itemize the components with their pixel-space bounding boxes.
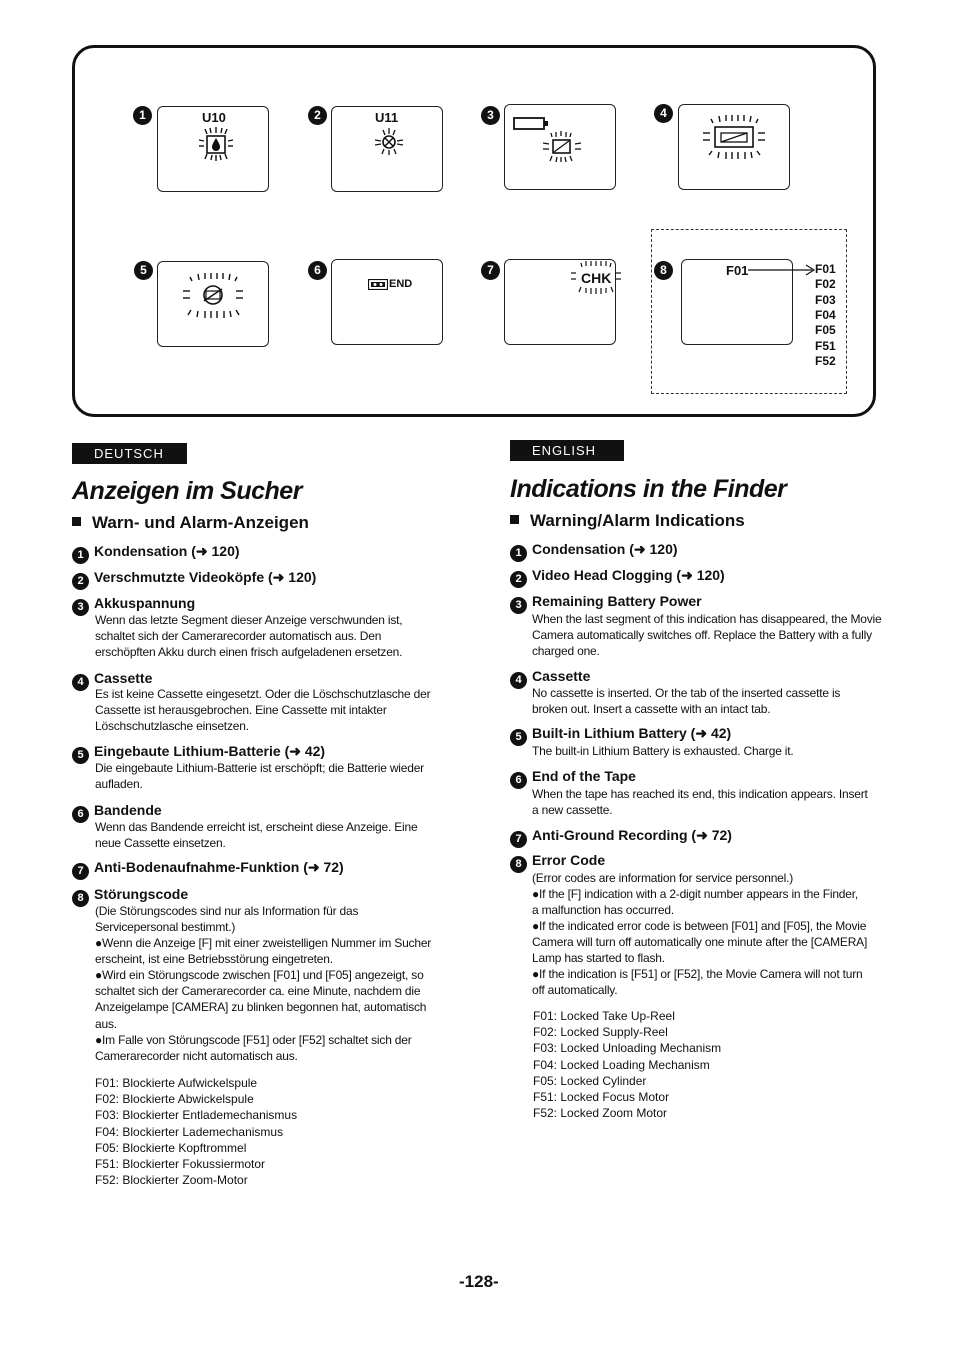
de-item-7-heading: 7 Anti-Bodenaufnahme-Funktion (➜ 72): [72, 859, 344, 880]
de-item-4-body: Es ist keine Cassette eingesetzt. Oder die Löschschutzlasche der Cassette ist herausgebrochen. Eine Cassette mit intakter Löschschutzlasche einsetzen.: [95, 687, 431, 734]
en-item-5-body: The built-in Lithium Battery is exhausted. Charge it.: [532, 744, 794, 758]
finder-display-5: [157, 261, 269, 347]
english-title: Indications in the Finder: [510, 475, 787, 503]
finder-display-3: [504, 104, 616, 190]
error-code-f03: F03: [815, 292, 836, 307]
finder-label-chk: CHK: [581, 270, 612, 286]
de-bullet-2: ●Wird ein Störungscode zwischen [F01] und [F05] angezeigt, so schaltet sich der Camerarecorder ca. eine Minute, nachdem die Anzeigelampe [CAMERA] zu blinken begonnen hat, automatisch aus.: [95, 968, 427, 1031]
panel-number-6: 6: [308, 261, 327, 280]
de-item-5-body: Die eingebaute Lithium-Batterie ist erschöpft; die Batterie wieder aufladen.: [95, 761, 424, 792]
de-item-2-heading: 2 Verschmutzte Videoköpfe (➜ 120): [72, 569, 316, 590]
panel-number-3: 3: [481, 106, 500, 125]
finder-label-f01: F01: [726, 263, 749, 278]
lithium-battery-icon: [180, 270, 246, 322]
condensation-drop-icon: [196, 127, 236, 161]
en-item-4-body: No cassette is inserted. Or the tab of the inserted cassette is broken out. Insert a cassette with an intact tab.: [532, 686, 841, 717]
en-item-1-heading: 1 Condensation (➜ 120): [510, 541, 678, 562]
list-item: F02: Blockierte Abwickelspule: [95, 1092, 254, 1107]
list-item: F51: Blockierter Fokussiermotor: [95, 1157, 266, 1172]
de-item-6-body: Wenn das Bandende erreicht ist, erscheint diese Anzeige. Eine neue Cassette einsetzen.: [95, 820, 418, 851]
de-item-3-heading: 3 Akkuspannung: [72, 595, 195, 616]
list-item: F51: Locked Focus Motor: [533, 1090, 670, 1105]
finder-display-6: [331, 259, 443, 345]
list-item: F04: Blockierter Lademechanismus: [95, 1124, 284, 1139]
list-item: F52: Locked Zoom Motor: [533, 1106, 668, 1121]
list-item: F04: Locked Loading Mechanism: [533, 1057, 710, 1072]
error-code-f02: F02: [815, 277, 836, 292]
list-item: F02: Locked Supply-Reel: [533, 1025, 668, 1040]
finder-display-7: [504, 259, 616, 345]
de-item-3-body: Wenn das letzte Segment dieser Anzeige verschwunden ist, schaltet sich der Camerarecorder automatisch aus. Den erschöpften Akku durch einen frisch aufgeladenen ersetzen.: [95, 613, 403, 660]
error-code-f51: F51: [815, 338, 836, 353]
finder-display-2: [331, 106, 443, 192]
en-bullet-2: ●If the indicated error code is between [F01] and [F05], the Movie Camera will turn off automatically one minute after the [CAMERA] Lamp has started to flash.: [532, 919, 868, 966]
list-item: F05: Locked Cylinder: [533, 1073, 647, 1088]
en-item-3-heading: 3 Remaining Battery Power: [510, 593, 702, 614]
de-item-6-heading: 6 Bandende: [72, 802, 162, 823]
finder-display-1: [157, 106, 269, 192]
en-item-7-heading: 7 Anti-Ground Recording (➜ 72): [510, 827, 732, 848]
en-item-4-heading: 4 Cassette: [510, 668, 590, 689]
en-item-8-body: (Error codes are information for service personnel.): [532, 871, 794, 885]
en-item-6-body: When the tape has reached its end, this indication appears. Insert a new cassette.: [532, 787, 868, 818]
list-item: F05: Blockierte Kopftrommel: [95, 1140, 247, 1155]
head-clog-icon: [373, 128, 405, 156]
remaining-battery-warning-icon: [539, 131, 585, 163]
tab-english: ENGLISH: [510, 440, 624, 461]
list-item: F01: Blockierte Aufwickelspule: [95, 1076, 258, 1090]
battery-icon: [513, 116, 553, 132]
error-code-f52: F52: [815, 353, 836, 368]
panel-number-5: 5: [134, 261, 153, 280]
error-code-f05: F05: [815, 323, 836, 338]
finder-label-end: END: [389, 278, 413, 290]
finder-label-u11: U11: [375, 110, 399, 125]
de-item-4-heading: 4 Cassette: [72, 670, 152, 691]
german-section-heading: Warn- und Alarm-Anzeigen: [72, 513, 309, 533]
panel-number-4: 4: [654, 104, 673, 123]
list-item: F03: Blockierter Entlademechanismus: [95, 1108, 298, 1123]
panel-number-7: 7: [481, 261, 500, 280]
finder-label-u10: U10: [202, 110, 226, 125]
panel-number-8: 8: [654, 261, 673, 280]
en-item-8-heading: 8 Error Code: [510, 852, 605, 873]
list-item: F52: Blockierter Zoom-Motor: [95, 1173, 248, 1188]
tape-end-icon: [368, 279, 388, 290]
panel-number-1: 1: [133, 106, 152, 125]
cassette-icon: [701, 113, 767, 161]
english-section-heading: Warning/Alarm Indications: [510, 511, 745, 531]
de-error-code-list: [95, 1075, 297, 1188]
en-bullet-1: ●If the [F] indication with a 2-digit number appears in the Finder, a malfunction has occurred.: [532, 887, 859, 918]
en-item-2-heading: 2 Video Head Clogging (➜ 120): [510, 567, 725, 588]
de-item-5-heading: 5 Eingebaute Lithium-Batterie (➜ 42): [72, 743, 325, 764]
page-number: -128-: [459, 1272, 499, 1291]
error-code-f01: F01: [815, 262, 836, 276]
finder-display-4: [678, 104, 790, 190]
en-item-6-heading: 6 End of the Tape: [510, 768, 636, 789]
en-item-5-heading: 5 Built-in Lithium Battery (➜ 42): [510, 725, 731, 746]
tab-deutsch: DEUTSCH: [72, 443, 187, 464]
en-bullet-3: ●If the indication is [F51] or [F52], the Movie Camera will not turn off automatically.: [532, 967, 863, 998]
panel-number-2: 2: [308, 106, 327, 125]
de-item-1-heading: 1 Kondensation (➜ 120): [72, 543, 240, 564]
de-item-8-body: (Die Störungscodes sind nur als Information für das Servicepersonal bestimmt.): [95, 904, 359, 935]
de-bullet-1: ●Wenn die Anzeige [F] mit einer zweistelligen Nummer im Sucher erscheint, ist eine Betriebsstörung eingetreten.: [95, 936, 432, 967]
german-title: Anzeigen im Sucher: [72, 477, 302, 505]
list-item: F03: Locked Unloading Mechanism: [533, 1041, 722, 1056]
error-code-f04: F04: [815, 307, 836, 322]
de-item-8-heading: 8 Störungscode: [72, 886, 188, 907]
en-item-3-body: When the last segment of this indication has disappeared, the Movie Camera automatically switches off. Replace the Battery with a fully charged one.: [532, 612, 882, 659]
de-bullet-3: ●Im Falle von Störungscode [F51] oder [F52] schaltet sich der Camerarecorder nicht automatisch aus.: [95, 1033, 412, 1064]
list-item: F01: Locked Take Up-Reel: [533, 1009, 675, 1023]
error-code-arrow-icon: [748, 263, 816, 277]
en-error-code-list: [533, 1008, 721, 1121]
